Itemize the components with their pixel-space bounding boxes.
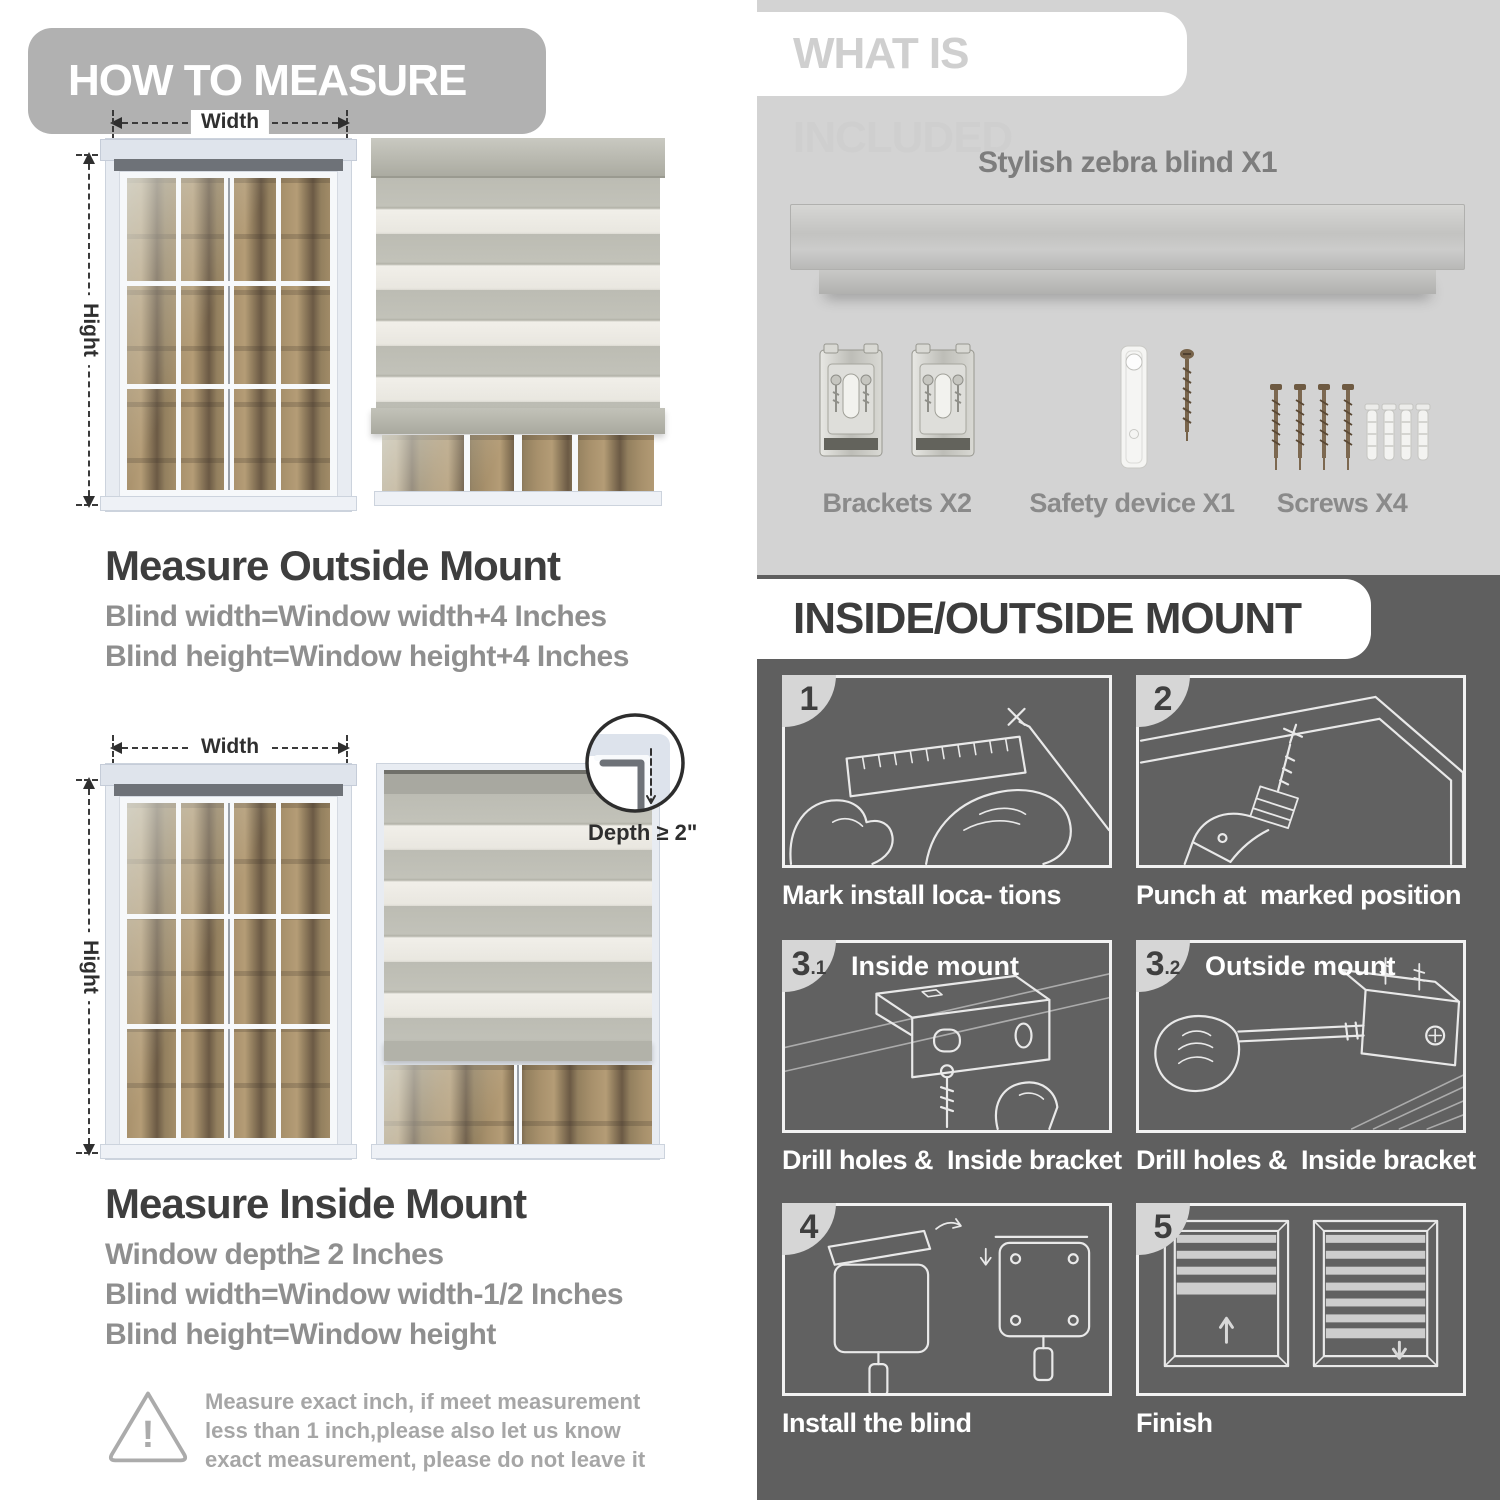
- finish-illustration: [1139, 1206, 1463, 1393]
- window-sill: [100, 1144, 357, 1159]
- arrow-tick: [112, 735, 114, 765]
- muntin: [276, 803, 281, 1138]
- window-inner-frame: [119, 796, 338, 1145]
- window-track: [114, 784, 343, 796]
- window-top-casing: [100, 139, 357, 161]
- arrow-tick: [346, 735, 348, 765]
- step-number: 5: [1153, 1207, 1173, 1246]
- drill-illustration: [1139, 678, 1463, 865]
- blind-cassette: [371, 138, 665, 178]
- window-inner-frame: [119, 171, 338, 497]
- safety-device-label: Safety device X1: [1029, 488, 1235, 518]
- width-label-outside: Width: [191, 110, 269, 134]
- muntin: [464, 435, 470, 493]
- height-arrow-inside: [79, 779, 102, 1154]
- how-to-measure-title: HOW TO MEASURE: [68, 56, 467, 105]
- screws-icon: [1262, 382, 1432, 482]
- window-photo-inside: [105, 763, 352, 1160]
- height-label-outside: Hight: [78, 295, 102, 365]
- inside-outside-mount-title: INSIDE/OUTSIDE MOUNT: [793, 594, 1302, 643]
- zebra-stripes: [376, 178, 660, 410]
- step-number: 2: [1153, 679, 1173, 718]
- step-2-caption: Punch at marked position: [1136, 880, 1462, 910]
- arrow-tick: [112, 110, 114, 140]
- muntin: [572, 435, 578, 493]
- outside-mount-title: Measure Outside Mount: [105, 542, 561, 589]
- step-4-panel: [782, 1203, 1112, 1396]
- step-3-1-inline-label: Inside mount: [851, 951, 1019, 981]
- step-1-caption: Mark install loca- tions: [782, 880, 1062, 910]
- width-arrow-outside: [112, 110, 348, 133]
- window-sill: [100, 496, 357, 511]
- inside-width-formula: Blind width=Window width-1/2 Inches: [105, 1278, 624, 1311]
- zebra-blind-outside-mount: [376, 138, 660, 506]
- depth-requirement-label: Depth ≥ 2": [588, 820, 698, 845]
- muntin: [127, 281, 330, 286]
- brackets-icon: [812, 342, 982, 477]
- door-gap: [228, 803, 230, 1138]
- install-blind-illustration: [785, 1206, 1109, 1393]
- step-3-1-panel: [782, 940, 1112, 1133]
- window-photo-outside: [105, 138, 352, 512]
- screws-label: Screws X4: [1276, 488, 1408, 518]
- step-1-panel: [782, 675, 1112, 868]
- window-glass: [127, 178, 330, 490]
- window-track: [114, 159, 343, 171]
- what-is-included-banner: [757, 12, 1187, 162]
- mount-panel: [757, 575, 1500, 1500]
- warning-triangle-icon: [105, 1385, 191, 1467]
- step-number: 3: [791, 944, 811, 983]
- door-gap: [517, 1065, 519, 1153]
- door-gap: [228, 178, 230, 490]
- step-3-1-caption: Drill holes & Inside bracket: [782, 1145, 1122, 1175]
- brackets-label: Brackets X2: [822, 488, 972, 518]
- zebra-blind-lower-rail: [819, 270, 1436, 294]
- muntin: [514, 435, 522, 493]
- blind-bottom-rail: [384, 1041, 652, 1061]
- window-below-blind: [382, 435, 654, 493]
- depth-callout-circle: [583, 711, 687, 815]
- zebra-blind-headrail: [790, 204, 1465, 270]
- outside-height-formula: Blind height=Window height+4 Inches: [105, 640, 629, 673]
- width-arrow-inside: [112, 735, 348, 758]
- window-sill: [371, 1144, 665, 1159]
- warning-exclamation: !: [141, 1413, 155, 1457]
- inside-depth-formula: Window depth≥ 2 Inches: [105, 1238, 444, 1271]
- width-label-inside: Width: [191, 735, 269, 759]
- muntin: [176, 803, 181, 1138]
- safety-device-icon: [1087, 342, 1237, 477]
- step-number: 1: [799, 679, 819, 718]
- height-arrow-outside: [79, 154, 102, 506]
- how-to-measure-banner: [28, 28, 546, 134]
- muntin: [127, 914, 330, 919]
- step-4-caption: Install the blind: [782, 1408, 972, 1438]
- blind-item-label: Stylish zebra blind X1: [977, 146, 1278, 179]
- blind-bottom-rail: [371, 408, 665, 434]
- muntin: [276, 178, 281, 490]
- inside-outside-mount-banner: [757, 579, 1371, 659]
- mark-locations-illustration: [785, 678, 1109, 865]
- window-top-casing: [100, 764, 357, 786]
- inside-mount-title: Measure Inside Mount: [105, 1180, 527, 1227]
- muntin: [176, 178, 181, 490]
- height-label-inside: Hight: [78, 932, 102, 1002]
- window-sill: [374, 491, 662, 506]
- what-is-included-title: WHAT IS INCLUDED: [793, 29, 1013, 162]
- step-subnumber: .2: [1164, 958, 1181, 979]
- window-glass: [127, 803, 330, 1138]
- arrow-tick: [346, 110, 348, 140]
- step-5-panel: [1136, 1203, 1466, 1396]
- warning-text: Measure exact inch, if meet measurement less than 1 inch,please also let us know exact measurement, please do not leave it: [205, 1389, 646, 1472]
- step-3-2-caption: Drill holes & Inside bracket: [1136, 1145, 1476, 1175]
- window-below-blind: [384, 1065, 652, 1153]
- included-panel: [757, 0, 1500, 575]
- step-3-2-panel: [1136, 940, 1466, 1133]
- step-number: 4: [799, 1207, 819, 1246]
- step-2-panel: [1136, 675, 1466, 868]
- inside-height-formula: Blind height=Window height: [105, 1318, 496, 1351]
- muntin: [127, 1024, 330, 1029]
- step-subnumber: .1: [810, 958, 827, 979]
- step-number: 3: [1145, 944, 1165, 983]
- outside-width-formula: Blind width=Window width+4 Inches: [105, 600, 607, 633]
- step-5-caption: Finish: [1136, 1408, 1213, 1438]
- step-3-2-inline-label: Outside mount: [1205, 951, 1396, 981]
- muntin: [127, 384, 330, 389]
